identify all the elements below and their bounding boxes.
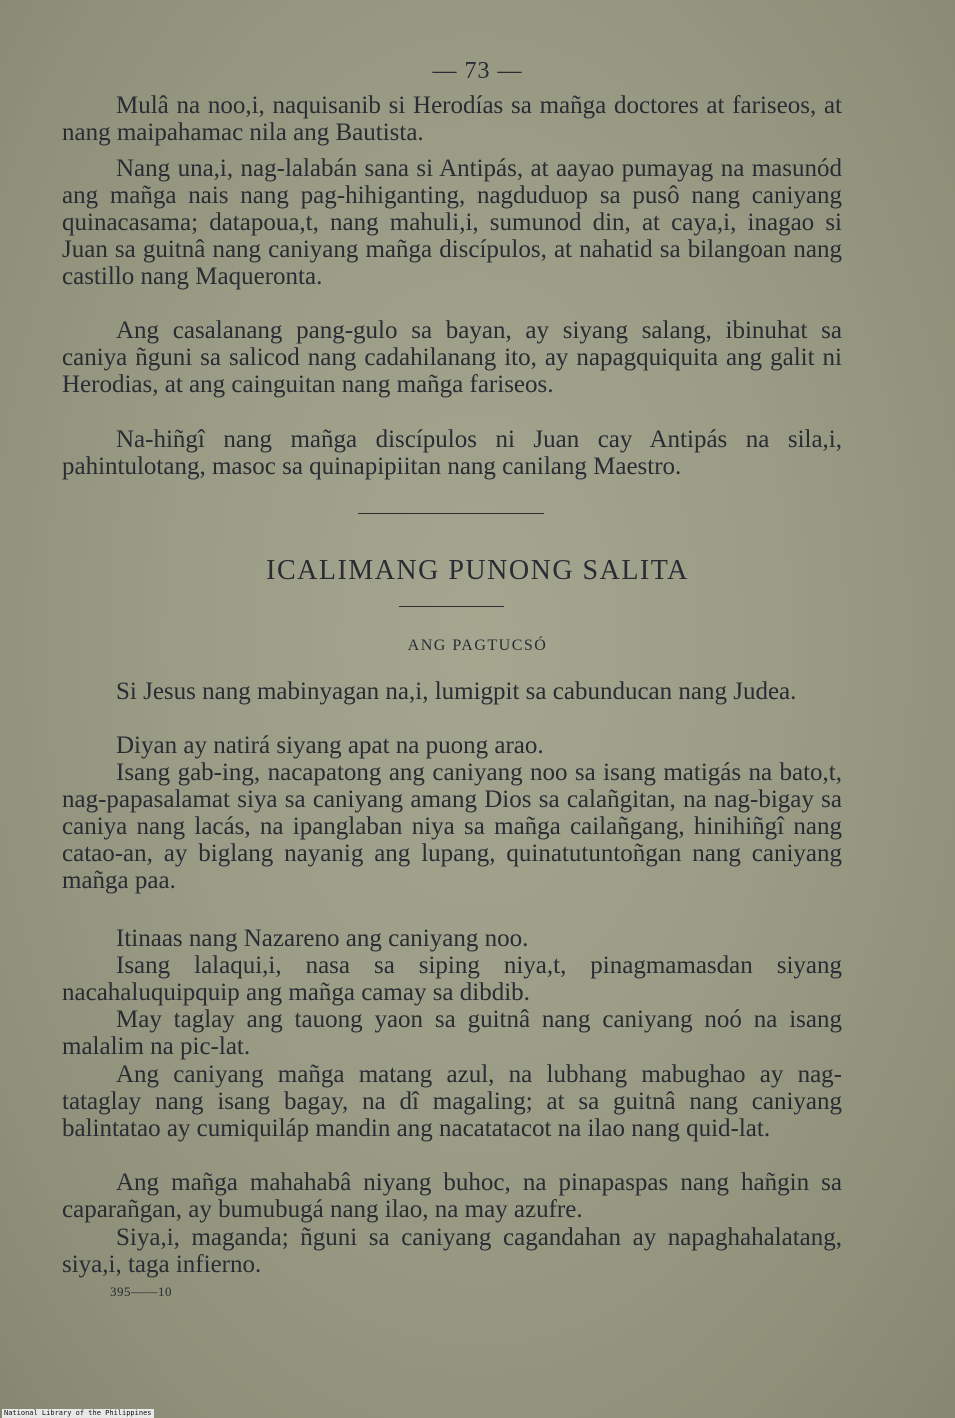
paragraph-maganda: Siya,i, maganda; ñguni sa caniyang cagandahan ay napaghahalatang, siya,i, taga infierno. [62, 1224, 842, 1278]
paragraph-buhoc: Ang mañga mahahabâ niyang buhoc, na pinapaspas nang hañgin sa caparañgan, ay bumubugá nang ilao, na may azufre. [62, 1169, 842, 1223]
printer-signature: 395——10 [110, 1284, 172, 1299]
chapter-title: ICALIMANG PUNONG SALITA [266, 555, 689, 586]
library-footer: National Library of the Philippines [4, 1409, 152, 1417]
chapter-subtitle: ANG PAGTUCSÓ [407, 637, 548, 654]
title-divider [399, 606, 504, 607]
paragraph-antipas: Nang una,i, nag-lalabán sana si Antipás, at aayao pumayag na masunód ang mañga nais nang pag-hihiganting, nagduduop sa pusô nang caniyang quinacasama; datapoua,t, nang mahuli,i, sumunod din, at caya,i, inagao si Juan sa guitnâ nang caniyang mañga discípulos, at nahatid sa bilangoan nang castillo nang Maqueronta. [62, 155, 842, 290]
paragraph-lalaqui: Isang lalaqui,i, nasa sa siping niya,t, pinagmamasdan siyang nacahaluquipquip ang mañga camay sa dibdib. [62, 952, 842, 1006]
page-number: — 73 — [432, 58, 523, 84]
paragraph-itinaas: Itinaas nang Nazareno ang caniyang noo. [116, 925, 529, 952]
paragraph-taglay: May taglay ang tauong yaon sa guitnâ nang caniyang noó na isang malalim na pic-lat. [62, 1006, 842, 1060]
section-divider [358, 513, 544, 514]
paragraph-jesus-binyag: Si Jesus nang mabinyagan na,i, lumigpit sa cabunducan nang Judea. [116, 678, 797, 705]
paragraph-casalanan: Ang casalanang pang-gulo sa bayan, ay siyang salang, ibinuhat sa caniya ñguni sa salicod nang cadahilanang ito, ay napagquiquita ang galit ni Herodias, at ang cainguitan nang mañga fariseos. [62, 317, 842, 398]
paragraph-diyan: Diyan ay natirá siyang apat na puong arao. [116, 732, 544, 759]
paragraph-isang-gabi: Isang gab-ing, nacapatong ang caniyang noo sa isang matigás na bato,t, nag-papasalamat siya sa caniyang amang Dios sa calañgitan, na nag-bigay sa caniya nang lacás, na ipanglaban niya sa mañga cailañgang, hinihiñgî nang catao-an, ay biglang nayanig ang lupang, quinatutuntoñgan nang caniyang mañga paa. [62, 759, 842, 894]
paragraph-herodias: Mulâ na noo,i, naquisanib si Herodías sa mañga doctores at fariseos, at nang maipahamac nila ang Bautista. [62, 92, 842, 146]
paragraph-matang-azul: Ang caniyang mañga matang azul, na lubhang mabughao ay nag-tataglay nang isang bagay, na dî magaling; at sa guitnâ nang caniyang balintatao ay cumiquiláp mandin ang nacatatacot na ilao nang quid-lat. [62, 1061, 842, 1142]
paragraph-discipulos: Na-hiñgî nang mañga discípulos ni Juan cay Antipás na sila,i, pahintulotang, masoc sa quinapipiitan nang canilang Maestro. [62, 426, 842, 480]
